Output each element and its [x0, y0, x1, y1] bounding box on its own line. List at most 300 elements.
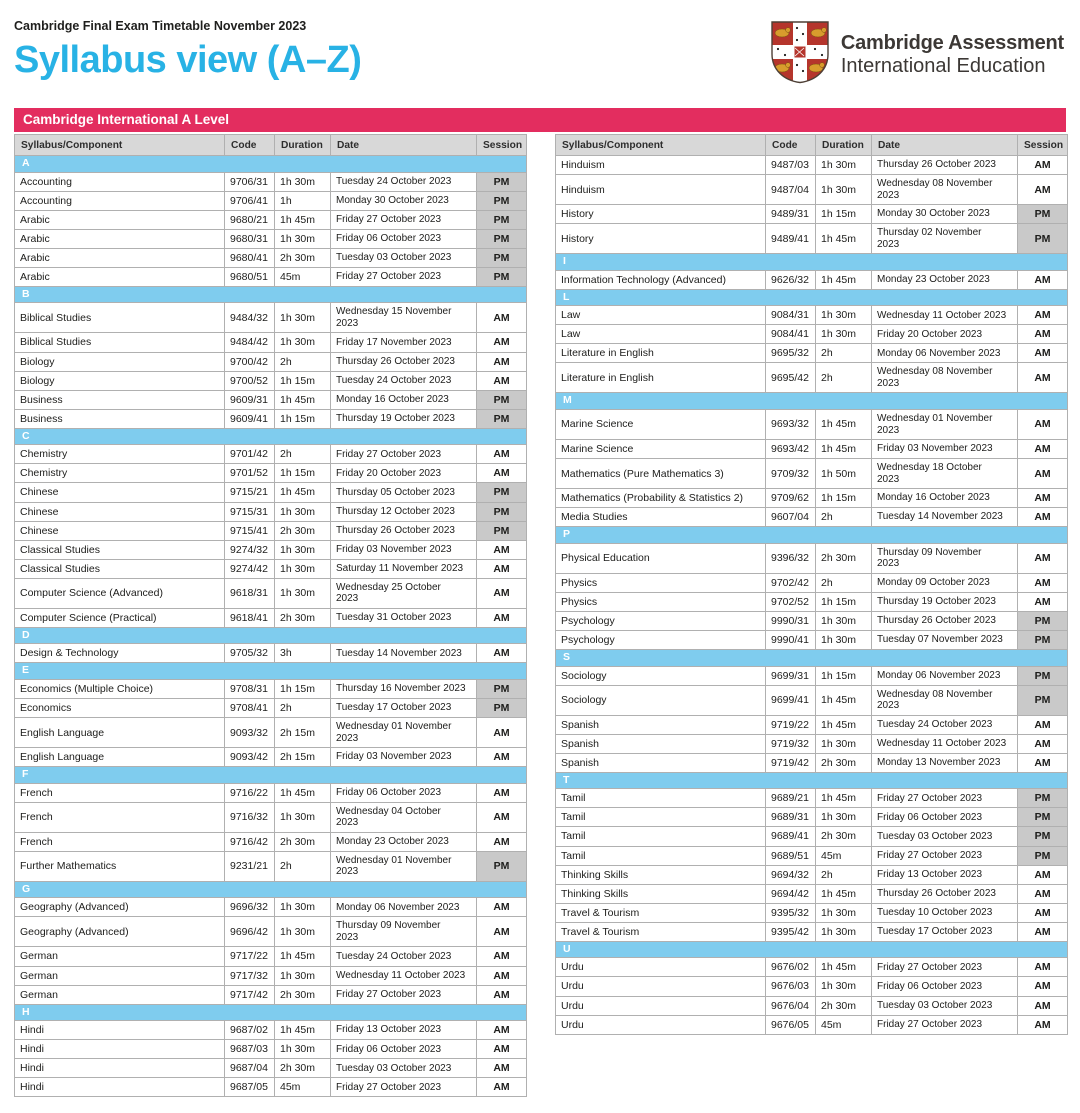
code-cell: 9709/62 — [766, 489, 816, 508]
session-cell: AM — [477, 559, 527, 578]
code-cell: 9687/02 — [225, 1021, 275, 1040]
session-cell: AM — [477, 303, 527, 333]
duration-cell: 1h 45m — [275, 947, 331, 966]
session-cell: PM — [477, 679, 527, 698]
syllabus-cell: Geography (Advanced) — [15, 898, 225, 917]
session-cell: PM — [477, 699, 527, 718]
date-cell: Tuesday 31 October 2023 — [331, 608, 477, 627]
duration-cell: 2h 15m — [275, 718, 331, 748]
table-row — [556, 865, 1068, 884]
table-row — [556, 846, 1068, 865]
cambridge-shield-icon — [769, 20, 831, 89]
code-cell: 9084/31 — [766, 306, 816, 325]
table-row — [556, 306, 1068, 325]
section-row-A — [15, 156, 527, 173]
code-cell: 9487/04 — [766, 175, 816, 205]
table-row — [15, 333, 527, 352]
syllabus-cell: English Language — [15, 748, 225, 767]
table-row — [15, 502, 527, 521]
duration-cell: 1h 15m — [275, 679, 331, 698]
session-cell: PM — [477, 409, 527, 428]
syllabus-cell: Economics (Multiple Choice) — [15, 679, 225, 698]
table-row — [15, 521, 527, 540]
code-cell: 9689/41 — [766, 827, 816, 846]
code-cell: 9700/52 — [225, 371, 275, 390]
duration-cell: 2h — [816, 508, 872, 527]
date-cell: Wednesday 11 October 2023 — [872, 734, 1018, 753]
duration-cell: 45m — [275, 1078, 331, 1097]
syllabus-cell: Hindi — [15, 1078, 225, 1097]
syllabus-cell: Physics — [556, 573, 766, 592]
duration-cell: 1h 45m — [816, 685, 872, 715]
syllabus-cell: Sociology — [556, 685, 766, 715]
syllabus-cell: French — [15, 802, 225, 832]
syllabus-cell: Urdu — [556, 996, 766, 1015]
date-cell: Monday 06 November 2023 — [872, 344, 1018, 363]
qualification-banner: Cambridge International A Level — [14, 108, 1066, 132]
syllabus-cell: Urdu — [556, 958, 766, 977]
date-cell: Friday 27 October 2023 — [872, 1015, 1018, 1034]
date-cell: Friday 20 October 2023 — [331, 464, 477, 483]
date-cell: Wednesday 04 October 2023 — [331, 802, 477, 832]
duration-cell: 2h — [275, 445, 331, 464]
code-cell: 9680/31 — [225, 229, 275, 248]
syllabus-cell: French — [15, 783, 225, 802]
column-header-date: Date — [872, 135, 1018, 156]
duration-cell: 3h — [275, 644, 331, 663]
date-cell: Tuesday 14 November 2023 — [872, 508, 1018, 527]
column-header-code: Code — [766, 135, 816, 156]
table-row — [15, 248, 527, 267]
session-cell: PM — [1018, 808, 1068, 827]
date-cell: Friday 06 October 2023 — [331, 1040, 477, 1059]
date-cell: Friday 27 October 2023 — [872, 789, 1018, 808]
duration-cell: 1h 30m — [275, 898, 331, 917]
session-cell: AM — [477, 333, 527, 352]
table-row — [15, 390, 527, 409]
duration-cell: 1h 15m — [275, 371, 331, 390]
table-row — [15, 985, 527, 1004]
section-row-B — [15, 286, 527, 303]
table-row — [15, 699, 527, 718]
code-cell: 9676/04 — [766, 996, 816, 1015]
section-row-H — [15, 1004, 527, 1021]
code-cell: 9626/32 — [766, 270, 816, 289]
duration-cell: 1h 45m — [275, 483, 331, 502]
code-cell: 9609/31 — [225, 390, 275, 409]
column-header-syllabus: Syllabus/Component — [15, 135, 225, 156]
code-cell: 9717/42 — [225, 985, 275, 1004]
date-cell: Friday 27 October 2023 — [331, 267, 477, 286]
column-header-duration: Duration — [275, 135, 331, 156]
duration-cell: 1h 45m — [275, 1021, 331, 1040]
session-cell: AM — [1018, 884, 1068, 903]
syllabus-cell: Urdu — [556, 977, 766, 996]
session-cell: PM — [1018, 789, 1068, 808]
duration-cell: 2h 30m — [816, 827, 872, 846]
table-row — [15, 947, 527, 966]
session-cell: AM — [477, 748, 527, 767]
syllabus-cell: Hinduism — [556, 156, 766, 175]
date-cell: Friday 17 November 2023 — [331, 333, 477, 352]
syllabus-cell: Classical Studies — [15, 559, 225, 578]
code-cell: 9706/31 — [225, 172, 275, 191]
date-cell: Friday 13 October 2023 — [331, 1021, 477, 1040]
syllabus-cell: Arabic — [15, 267, 225, 286]
duration-cell: 2h 30m — [275, 608, 331, 627]
logo-line-1: Cambridge Assessment — [840, 31, 1064, 54]
timetable-columns — [14, 134, 1066, 1097]
date-cell: Thursday 26 October 2023 — [331, 521, 477, 540]
syllabus-cell: Sociology — [556, 666, 766, 685]
code-cell: 9093/42 — [225, 748, 275, 767]
section-row-S — [556, 650, 1068, 667]
date-cell: Monday 06 November 2023 — [331, 898, 477, 917]
date-cell: Monday 06 November 2023 — [872, 666, 1018, 685]
duration-cell: 1h 15m — [275, 409, 331, 428]
syllabus-cell: Psychology — [556, 630, 766, 649]
section-letter: S — [556, 650, 1068, 667]
date-cell: Friday 03 November 2023 — [331, 540, 477, 559]
code-cell: 9717/22 — [225, 947, 275, 966]
date-cell: Monday 23 October 2023 — [872, 270, 1018, 289]
session-cell: PM — [477, 248, 527, 267]
code-cell: 9395/32 — [766, 903, 816, 922]
duration-cell: 2h — [816, 573, 872, 592]
syllabus-cell: Spanish — [556, 715, 766, 734]
syllabus-cell: Geography (Advanced) — [15, 917, 225, 947]
code-cell: 9719/32 — [766, 734, 816, 753]
table-row — [15, 229, 527, 248]
date-cell: Tuesday 10 October 2023 — [872, 903, 1018, 922]
date-cell: Monday 09 October 2023 — [872, 573, 1018, 592]
syllabus-cell: Hindi — [15, 1059, 225, 1078]
table-row — [556, 489, 1068, 508]
date-cell: Wednesday 15 November 2023 — [331, 303, 477, 333]
code-cell: 9717/32 — [225, 966, 275, 985]
duration-cell: 1h 30m — [275, 303, 331, 333]
date-cell: Wednesday 08 November 2023 — [872, 685, 1018, 715]
session-cell: PM — [1018, 611, 1068, 630]
duration-cell: 1h 45m — [275, 783, 331, 802]
duration-cell: 1h 15m — [816, 666, 872, 685]
code-cell: 9689/51 — [766, 846, 816, 865]
date-cell: Thursday 19 October 2023 — [872, 592, 1018, 611]
code-cell: 9609/41 — [225, 409, 275, 428]
table-row — [15, 1059, 527, 1078]
section-letter: E — [15, 663, 527, 680]
date-cell: Thursday 26 October 2023 — [872, 156, 1018, 175]
syllabus-cell: Biblical Studies — [15, 333, 225, 352]
duration-cell: 1h 45m — [816, 270, 872, 289]
code-cell: 9484/32 — [225, 303, 275, 333]
table-row — [15, 371, 527, 390]
code-cell: 9680/41 — [225, 248, 275, 267]
document-subtitle: Cambridge Final Exam Timetable November 2023 — [14, 19, 307, 33]
session-cell: AM — [1018, 958, 1068, 977]
table-row — [15, 783, 527, 802]
code-cell: 9687/03 — [225, 1040, 275, 1059]
session-cell: PM — [477, 502, 527, 521]
code-cell: 9693/42 — [766, 440, 816, 459]
code-cell: 9696/42 — [225, 917, 275, 947]
duration-cell: 1h 45m — [816, 224, 872, 254]
date-cell: Friday 06 October 2023 — [331, 229, 477, 248]
syllabus-cell: Accounting — [15, 172, 225, 191]
table-row — [15, 608, 527, 627]
column-header-session: Session — [477, 135, 527, 156]
session-cell: AM — [477, 718, 527, 748]
syllabus-cell: Chemistry — [15, 445, 225, 464]
syllabus-cell: Chemistry — [15, 464, 225, 483]
syllabus-cell: Arabic — [15, 248, 225, 267]
syllabus-cell: Literature in English — [556, 363, 766, 393]
duration-cell: 2h 30m — [816, 753, 872, 772]
code-cell: 9680/51 — [225, 267, 275, 286]
duration-cell: 1h 30m — [275, 172, 331, 191]
duration-cell: 1h 30m — [816, 306, 872, 325]
syllabus-cell: Tamil — [556, 808, 766, 827]
date-cell: Thursday 05 October 2023 — [331, 483, 477, 502]
section-letter: L — [556, 289, 1068, 306]
syllabus-cell: Law — [556, 306, 766, 325]
duration-cell: 2h — [816, 363, 872, 393]
syllabus-cell: Hindi — [15, 1040, 225, 1059]
table-row — [556, 996, 1068, 1015]
date-cell: Friday 27 October 2023 — [331, 985, 477, 1004]
syllabus-cell: Urdu — [556, 1015, 766, 1034]
syllabus-cell: Marine Science — [556, 410, 766, 440]
table-row — [15, 898, 527, 917]
duration-cell: 2h 30m — [816, 543, 872, 573]
syllabus-cell: Tamil — [556, 827, 766, 846]
session-cell: AM — [1018, 543, 1068, 573]
duration-cell: 1h 30m — [275, 502, 331, 521]
code-cell: 9676/05 — [766, 1015, 816, 1034]
table-row — [15, 718, 527, 748]
date-cell: Friday 06 October 2023 — [872, 808, 1018, 827]
column-header-syllabus: Syllabus/Component — [556, 135, 766, 156]
syllabus-cell: Chinese — [15, 483, 225, 502]
code-cell: 9705/32 — [225, 644, 275, 663]
duration-cell: 1h 30m — [275, 966, 331, 985]
duration-cell: 2h 15m — [275, 748, 331, 767]
duration-cell: 2h — [816, 344, 872, 363]
date-cell: Tuesday 03 October 2023 — [331, 1059, 477, 1078]
table-row — [556, 666, 1068, 685]
code-cell: 9696/32 — [225, 898, 275, 917]
date-cell: Monday 13 November 2023 — [872, 753, 1018, 772]
duration-cell: 1h 30m — [275, 559, 331, 578]
session-cell: PM — [477, 229, 527, 248]
duration-cell: 2h — [275, 851, 331, 881]
table-row — [556, 827, 1068, 846]
duration-cell: 2h — [275, 352, 331, 371]
duration-cell: 2h — [816, 865, 872, 884]
syllabus-cell: Information Technology (Advanced) — [556, 270, 766, 289]
table-row — [556, 156, 1068, 175]
syllabus-cell: Computer Science (Advanced) — [15, 578, 225, 608]
session-cell: AM — [1018, 306, 1068, 325]
section-letter: T — [556, 772, 1068, 789]
section-letter: P — [556, 527, 1068, 544]
session-cell: AM — [477, 802, 527, 832]
date-cell: Monday 30 October 2023 — [872, 205, 1018, 224]
table-row — [556, 440, 1068, 459]
code-cell: 9701/52 — [225, 464, 275, 483]
code-cell: 9680/21 — [225, 210, 275, 229]
session-cell: AM — [477, 464, 527, 483]
duration-cell: 1h 30m — [816, 630, 872, 649]
section-letter: H — [15, 1004, 527, 1021]
column-header-date: Date — [331, 135, 477, 156]
code-cell: 9689/31 — [766, 808, 816, 827]
table-row — [15, 559, 527, 578]
session-cell: PM — [477, 851, 527, 881]
table-row — [556, 344, 1068, 363]
session-cell: PM — [477, 191, 527, 210]
table-row — [556, 410, 1068, 440]
syllabus-cell: Further Mathematics — [15, 851, 225, 881]
logo-line-2: International Education — [840, 54, 1046, 77]
section-row-T — [556, 772, 1068, 789]
date-cell: Friday 13 October 2023 — [872, 865, 1018, 884]
code-cell: 9695/42 — [766, 363, 816, 393]
syllabus-cell: German — [15, 985, 225, 1004]
date-cell: Thursday 19 October 2023 — [331, 409, 477, 428]
code-cell: 9719/42 — [766, 753, 816, 772]
code-cell: 9701/42 — [225, 445, 275, 464]
syllabus-cell: German — [15, 947, 225, 966]
table-row — [556, 715, 1068, 734]
code-cell: 9618/41 — [225, 608, 275, 627]
duration-cell: 1h 30m — [275, 229, 331, 248]
syllabus-cell: Psychology — [556, 611, 766, 630]
table-row — [556, 175, 1068, 205]
session-cell: AM — [477, 1059, 527, 1078]
table-row — [15, 464, 527, 483]
code-cell: 9706/41 — [225, 191, 275, 210]
date-cell: Tuesday 03 October 2023 — [331, 248, 477, 267]
session-cell: AM — [477, 1040, 527, 1059]
code-cell: 9715/21 — [225, 483, 275, 502]
date-cell: Thursday 09 November 2023 — [872, 543, 1018, 573]
syllabus-cell: Economics — [15, 699, 225, 718]
date-cell: Wednesday 08 November 2023 — [872, 363, 1018, 393]
syllabus-cell: Physics — [556, 592, 766, 611]
syllabus-cell: Design & Technology — [15, 644, 225, 663]
date-cell: Wednesday 08 November 2023 — [872, 175, 1018, 205]
duration-cell: 1h 45m — [816, 410, 872, 440]
syllabus-cell: Biblical Studies — [15, 303, 225, 333]
duration-cell: 1h 15m — [816, 592, 872, 611]
section-row-F — [15, 767, 527, 784]
session-cell: AM — [1018, 344, 1068, 363]
duration-cell: 45m — [275, 267, 331, 286]
session-cell: AM — [477, 947, 527, 966]
table-row — [556, 573, 1068, 592]
code-cell: 9708/41 — [225, 699, 275, 718]
syllabus-cell: Mathematics (Probability & Statistics 2) — [556, 489, 766, 508]
table-row — [556, 508, 1068, 527]
table-row — [556, 977, 1068, 996]
logo-wordmark — [841, 32, 1064, 78]
code-cell: 9708/31 — [225, 679, 275, 698]
code-cell: 9699/41 — [766, 685, 816, 715]
duration-cell: 1h 45m — [275, 210, 331, 229]
syllabus-cell: Spanish — [556, 753, 766, 772]
code-cell: 9484/42 — [225, 333, 275, 352]
date-cell: Tuesday 17 October 2023 — [331, 699, 477, 718]
syllabus-cell: Hinduism — [556, 175, 766, 205]
session-cell: AM — [1018, 459, 1068, 489]
section-row-E — [15, 663, 527, 680]
table-row — [15, 540, 527, 559]
session-cell: PM — [477, 521, 527, 540]
timetable-left — [14, 134, 527, 1097]
date-cell: Tuesday 24 October 2023 — [331, 371, 477, 390]
syllabus-cell: Literature in English — [556, 344, 766, 363]
duration-cell: 1h 30m — [816, 611, 872, 630]
section-row-C — [15, 428, 527, 445]
table-row — [15, 191, 527, 210]
syllabus-cell: Classical Studies — [15, 540, 225, 559]
column-header-code: Code — [225, 135, 275, 156]
syllabus-cell: Law — [556, 325, 766, 344]
duration-cell: 1h 30m — [275, 802, 331, 832]
code-cell: 9693/32 — [766, 410, 816, 440]
syllabus-cell: Business — [15, 409, 225, 428]
session-cell: AM — [1018, 734, 1068, 753]
code-cell: 9715/31 — [225, 502, 275, 521]
code-cell: 9396/32 — [766, 543, 816, 573]
section-letter: I — [556, 254, 1068, 271]
code-cell: 9716/22 — [225, 783, 275, 802]
session-cell: AM — [477, 371, 527, 390]
table-row — [556, 363, 1068, 393]
syllabus-cell: Physical Education — [556, 543, 766, 573]
table-row — [15, 172, 527, 191]
table-row — [15, 1078, 527, 1097]
date-cell: Friday 06 October 2023 — [331, 783, 477, 802]
syllabus-cell: Computer Science (Practical) — [15, 608, 225, 627]
date-cell: Friday 27 October 2023 — [872, 958, 1018, 977]
syllabus-cell: History — [556, 224, 766, 254]
session-cell: AM — [1018, 270, 1068, 289]
date-cell: Wednesday 01 November 2023 — [872, 410, 1018, 440]
session-cell: AM — [1018, 903, 1068, 922]
code-cell: 9618/31 — [225, 578, 275, 608]
session-cell: AM — [1018, 410, 1068, 440]
code-cell: 9990/31 — [766, 611, 816, 630]
session-cell: PM — [477, 390, 527, 409]
date-cell: Friday 27 October 2023 — [331, 445, 477, 464]
session-cell: AM — [477, 832, 527, 851]
syllabus-cell: Travel & Tourism — [556, 922, 766, 941]
session-cell: AM — [1018, 592, 1068, 611]
section-row-U — [556, 941, 1068, 958]
syllabus-cell: Marine Science — [556, 440, 766, 459]
table-row — [556, 592, 1068, 611]
duration-cell: 1h 15m — [816, 489, 872, 508]
date-cell: Wednesday 11 October 2023 — [872, 306, 1018, 325]
duration-cell: 1h — [275, 191, 331, 210]
duration-cell: 1h 30m — [816, 922, 872, 941]
date-cell: Tuesday 24 October 2023 — [872, 715, 1018, 734]
duration-cell: 1h 30m — [275, 578, 331, 608]
duration-cell: 1h 45m — [816, 884, 872, 903]
date-cell: Thursday 02 November 2023 — [872, 224, 1018, 254]
